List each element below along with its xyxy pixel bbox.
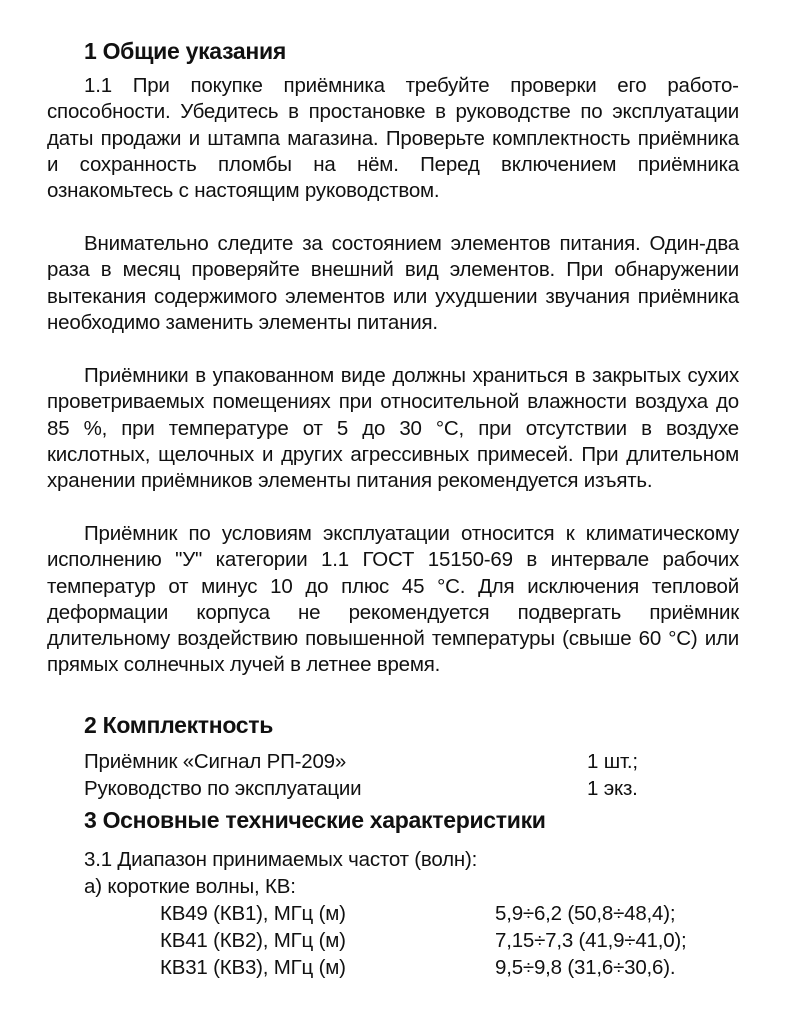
kit-item-name: Руководство по эксплуатации bbox=[84, 777, 362, 800]
paragraph-text: 1.1 При покупке приёмника требуйте проверки его работоспособности. Убедитесь в простановке в руководстве по эксплуатации даты продажи и штампа магазина. Проверьте комплектность приёмника и сохранность пломбы на нём. Перед включением приёмника ознакомьтесь с настоящим руководством. bbox=[47, 74, 739, 203]
section-3-heading: 3 Основные технические характеристики bbox=[84, 807, 546, 833]
paragraph-text: Приёмник по условиям эксплуатации относится к климатическому исполнению "У" категории 1.1 ГОСТ 15150-69 в интервале рабочих температур от минус 10 до плюс 45 °С. Для исключения тепловой деформации корпуса не рекомендуется подвергать приёмник длительному воздействию повышенной температуры (свыше 60 °С) или прямых солнечных лучей в летнее время. bbox=[47, 522, 739, 677]
kit-item-qty: 1 экз. bbox=[587, 777, 638, 800]
kit-item-qty: 1 шт.; bbox=[587, 750, 638, 773]
band-value: 9,5÷9,8 (31,6÷30,6). bbox=[495, 956, 676, 979]
paragraph-text: Внимательно следите за состоянием элементов питания. Один-два раза в месяц проверяйте внешний вид элементов. При обнаружении вытекания содержимого элементов или ухудшении звучания приёмника необходимо заменить элементы питания. bbox=[47, 232, 739, 334]
section-1-heading: 1 Общие указания bbox=[84, 38, 286, 64]
band-name: КВ49 (КВ1), МГц (м) bbox=[160, 902, 346, 925]
band-value: 5,9÷6,2 (50,8÷48,4); bbox=[495, 902, 676, 925]
paragraph-batteries bbox=[47, 231, 739, 336]
paragraph-text: Приёмники в упакованном виде должны храниться в закрытых сухих проветриваемых помещениях при относительной влажности воздуха до 85 %, при температуре от 5 до 30 °С, при отсутствии в воздухе кислотных, щелочных и других агрессивных примесей. При длительном хранении приёмников элементы питания рекомендуется изъять. bbox=[47, 364, 739, 493]
band-value: 7,15÷7,3 (41,9÷41,0); bbox=[495, 929, 687, 952]
paragraph-1-1 bbox=[47, 73, 739, 204]
band-name: КВ41 (КВ2), МГц (м) bbox=[160, 929, 346, 952]
kit-item-name: Приёмник «Сигнал РП-209» bbox=[84, 750, 347, 773]
paragraph-climate bbox=[47, 521, 739, 679]
item-3-1: 3.1 Диапазон принимаемых частот (волн): bbox=[84, 848, 478, 871]
band-name: КВ31 (КВ3), МГц (м) bbox=[160, 956, 346, 979]
paragraph-storage bbox=[47, 363, 739, 494]
subitem-a: а) короткие волны, КВ: bbox=[84, 875, 296, 898]
section-2-heading: 2 Комплектность bbox=[84, 712, 274, 738]
